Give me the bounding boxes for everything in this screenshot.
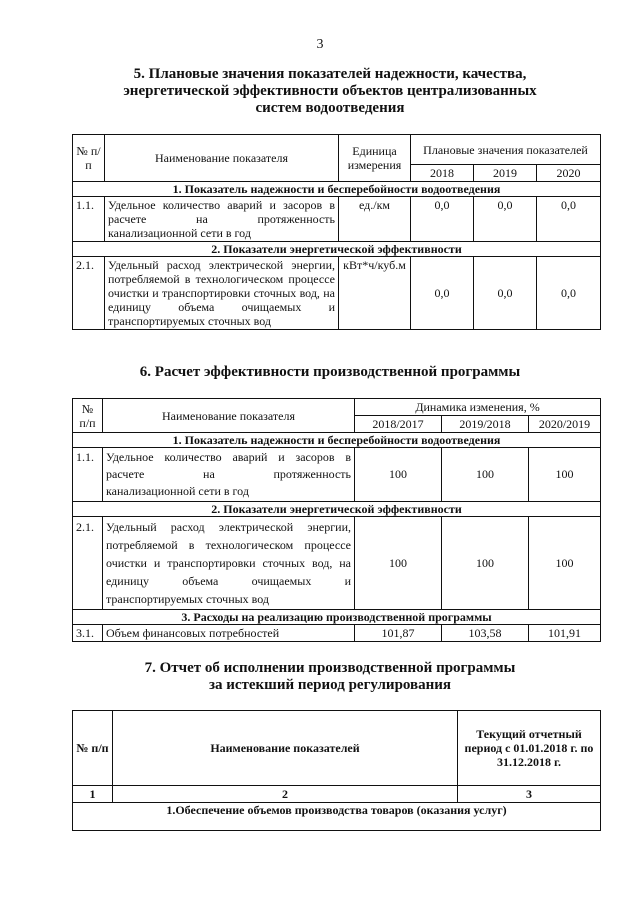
- table-row: [73, 257, 601, 330]
- header-name: Наименование показателей: [113, 711, 458, 786]
- title-line: за истекший период регулирования: [208, 677, 452, 693]
- header-dynamics: Динамика изменения, %: [355, 399, 601, 416]
- header-period: Текущий отчетный период с 01.01.2018 г. по 31.12.2018 г.: [458, 711, 601, 786]
- table-row: [73, 448, 601, 502]
- section-6-title: [60, 364, 600, 381]
- efficiency-table: [72, 398, 601, 642]
- year-header: 2020: [537, 165, 601, 182]
- title-line: 6. Расчет эффективности производственной программы: [139, 364, 521, 380]
- row-name-part: канализационной сети в год: [106, 484, 249, 498]
- period-header: 2019/2018: [442, 416, 529, 433]
- index-cell: 1: [73, 786, 113, 803]
- row-value: 100: [529, 517, 601, 610]
- year-header: 2019: [474, 165, 537, 182]
- row-value: 0,0: [537, 197, 601, 242]
- header-unit: Единица измерения: [339, 135, 411, 182]
- report-table: [72, 710, 601, 831]
- row-name: Объем финансовых потребностей: [103, 625, 355, 642]
- section-row: 1. Показатель надежности и бесперебойности водоотведения: [73, 182, 601, 197]
- header-plan: Плановые значения показателей: [411, 135, 601, 165]
- row-name-part: канализационной сети в год: [108, 226, 251, 240]
- row-value: 100: [442, 448, 529, 502]
- header-name: Наименование показателя: [105, 135, 339, 182]
- row-name-part: Удельный расход электрической энергии, потребляемой в технологическом процессе очистки и транспортировки сточных вод, на единицу объема очищаемых и: [108, 258, 335, 314]
- row-value: 100: [529, 448, 601, 502]
- header-name: Наименование показателя: [103, 399, 355, 433]
- row-name-part: Удельный расход электрической энергии, потребляемой в технологическом процессе очистки и транспортировки сточных вод, на единицу объема очищаемых и: [106, 520, 351, 588]
- section-row: 1.Обеспечение объемов производства товаров (оказания услуг): [73, 803, 601, 831]
- section-row: 2. Показатели энергетической эффективности: [73, 502, 601, 517]
- row-value: 100: [355, 517, 442, 610]
- index-cell: 2: [113, 786, 458, 803]
- row-value: 0,0: [474, 257, 537, 330]
- period-header: 2020/2019: [529, 416, 601, 433]
- row-name-part: Удельное количество аварий и засоров в расчете на протяженность: [106, 450, 351, 481]
- period-header: 2018/2017: [355, 416, 442, 433]
- title-line: энергетической эффективности объектов централизованных: [123, 83, 537, 99]
- row-name-part: транспортируемых сточных вод: [106, 592, 270, 606]
- row-num: 1.1.: [73, 197, 105, 242]
- row-name-part: Удельное количество аварий и засоров в расчете на протяженность: [108, 198, 335, 226]
- row-value: 0,0: [537, 257, 601, 330]
- row-unit: кВт*ч/куб.м: [339, 257, 411, 330]
- page-number: 3: [316, 37, 324, 52]
- section-7-title: [60, 660, 600, 694]
- header-num: № п/п: [73, 399, 103, 433]
- row-name: [105, 197, 339, 242]
- row-name: [103, 517, 355, 610]
- planned-values-table: [72, 134, 601, 330]
- table-row: [73, 517, 601, 610]
- index-cell: 3: [458, 786, 601, 803]
- title-line: 5. Плановые значения показателей надежности, качества,: [133, 66, 527, 82]
- row-value: 100: [355, 448, 442, 502]
- header-num: № п/п: [73, 135, 105, 182]
- row-num: 2.1.: [73, 517, 103, 610]
- row-unit: ед./км: [339, 197, 411, 242]
- row-value: 101,91: [529, 625, 601, 642]
- row-name: [103, 448, 355, 502]
- table-row: [73, 197, 601, 242]
- row-name: [105, 257, 339, 330]
- table-row: [73, 625, 601, 642]
- section-row: 2. Показатели энергетической эффективности: [73, 242, 601, 257]
- row-value: 103,58: [442, 625, 529, 642]
- row-num: 1.1.: [73, 448, 103, 502]
- row-value: 0,0: [474, 197, 537, 242]
- row-num: 3.1.: [73, 625, 103, 642]
- title-line: 7. Отчет об исполнении производственной программы: [144, 660, 516, 676]
- header-num: № п/п: [73, 711, 113, 786]
- row-value: 0,0: [411, 197, 474, 242]
- title-line: систем водоотведения: [255, 100, 405, 116]
- year-header: 2018: [411, 165, 474, 182]
- section-5-title: [60, 66, 600, 117]
- row-value: 100: [442, 517, 529, 610]
- section-row: 1. Показатель надежности и бесперебойности водоотведения: [73, 433, 601, 448]
- row-value: 0,0: [411, 257, 474, 330]
- row-value: 101,87: [355, 625, 442, 642]
- row-name-part: транспортируемых сточных вод: [108, 314, 272, 328]
- row-num: 2.1.: [73, 257, 105, 330]
- section-row: 3. Расходы на реализацию производственной программы: [73, 610, 601, 625]
